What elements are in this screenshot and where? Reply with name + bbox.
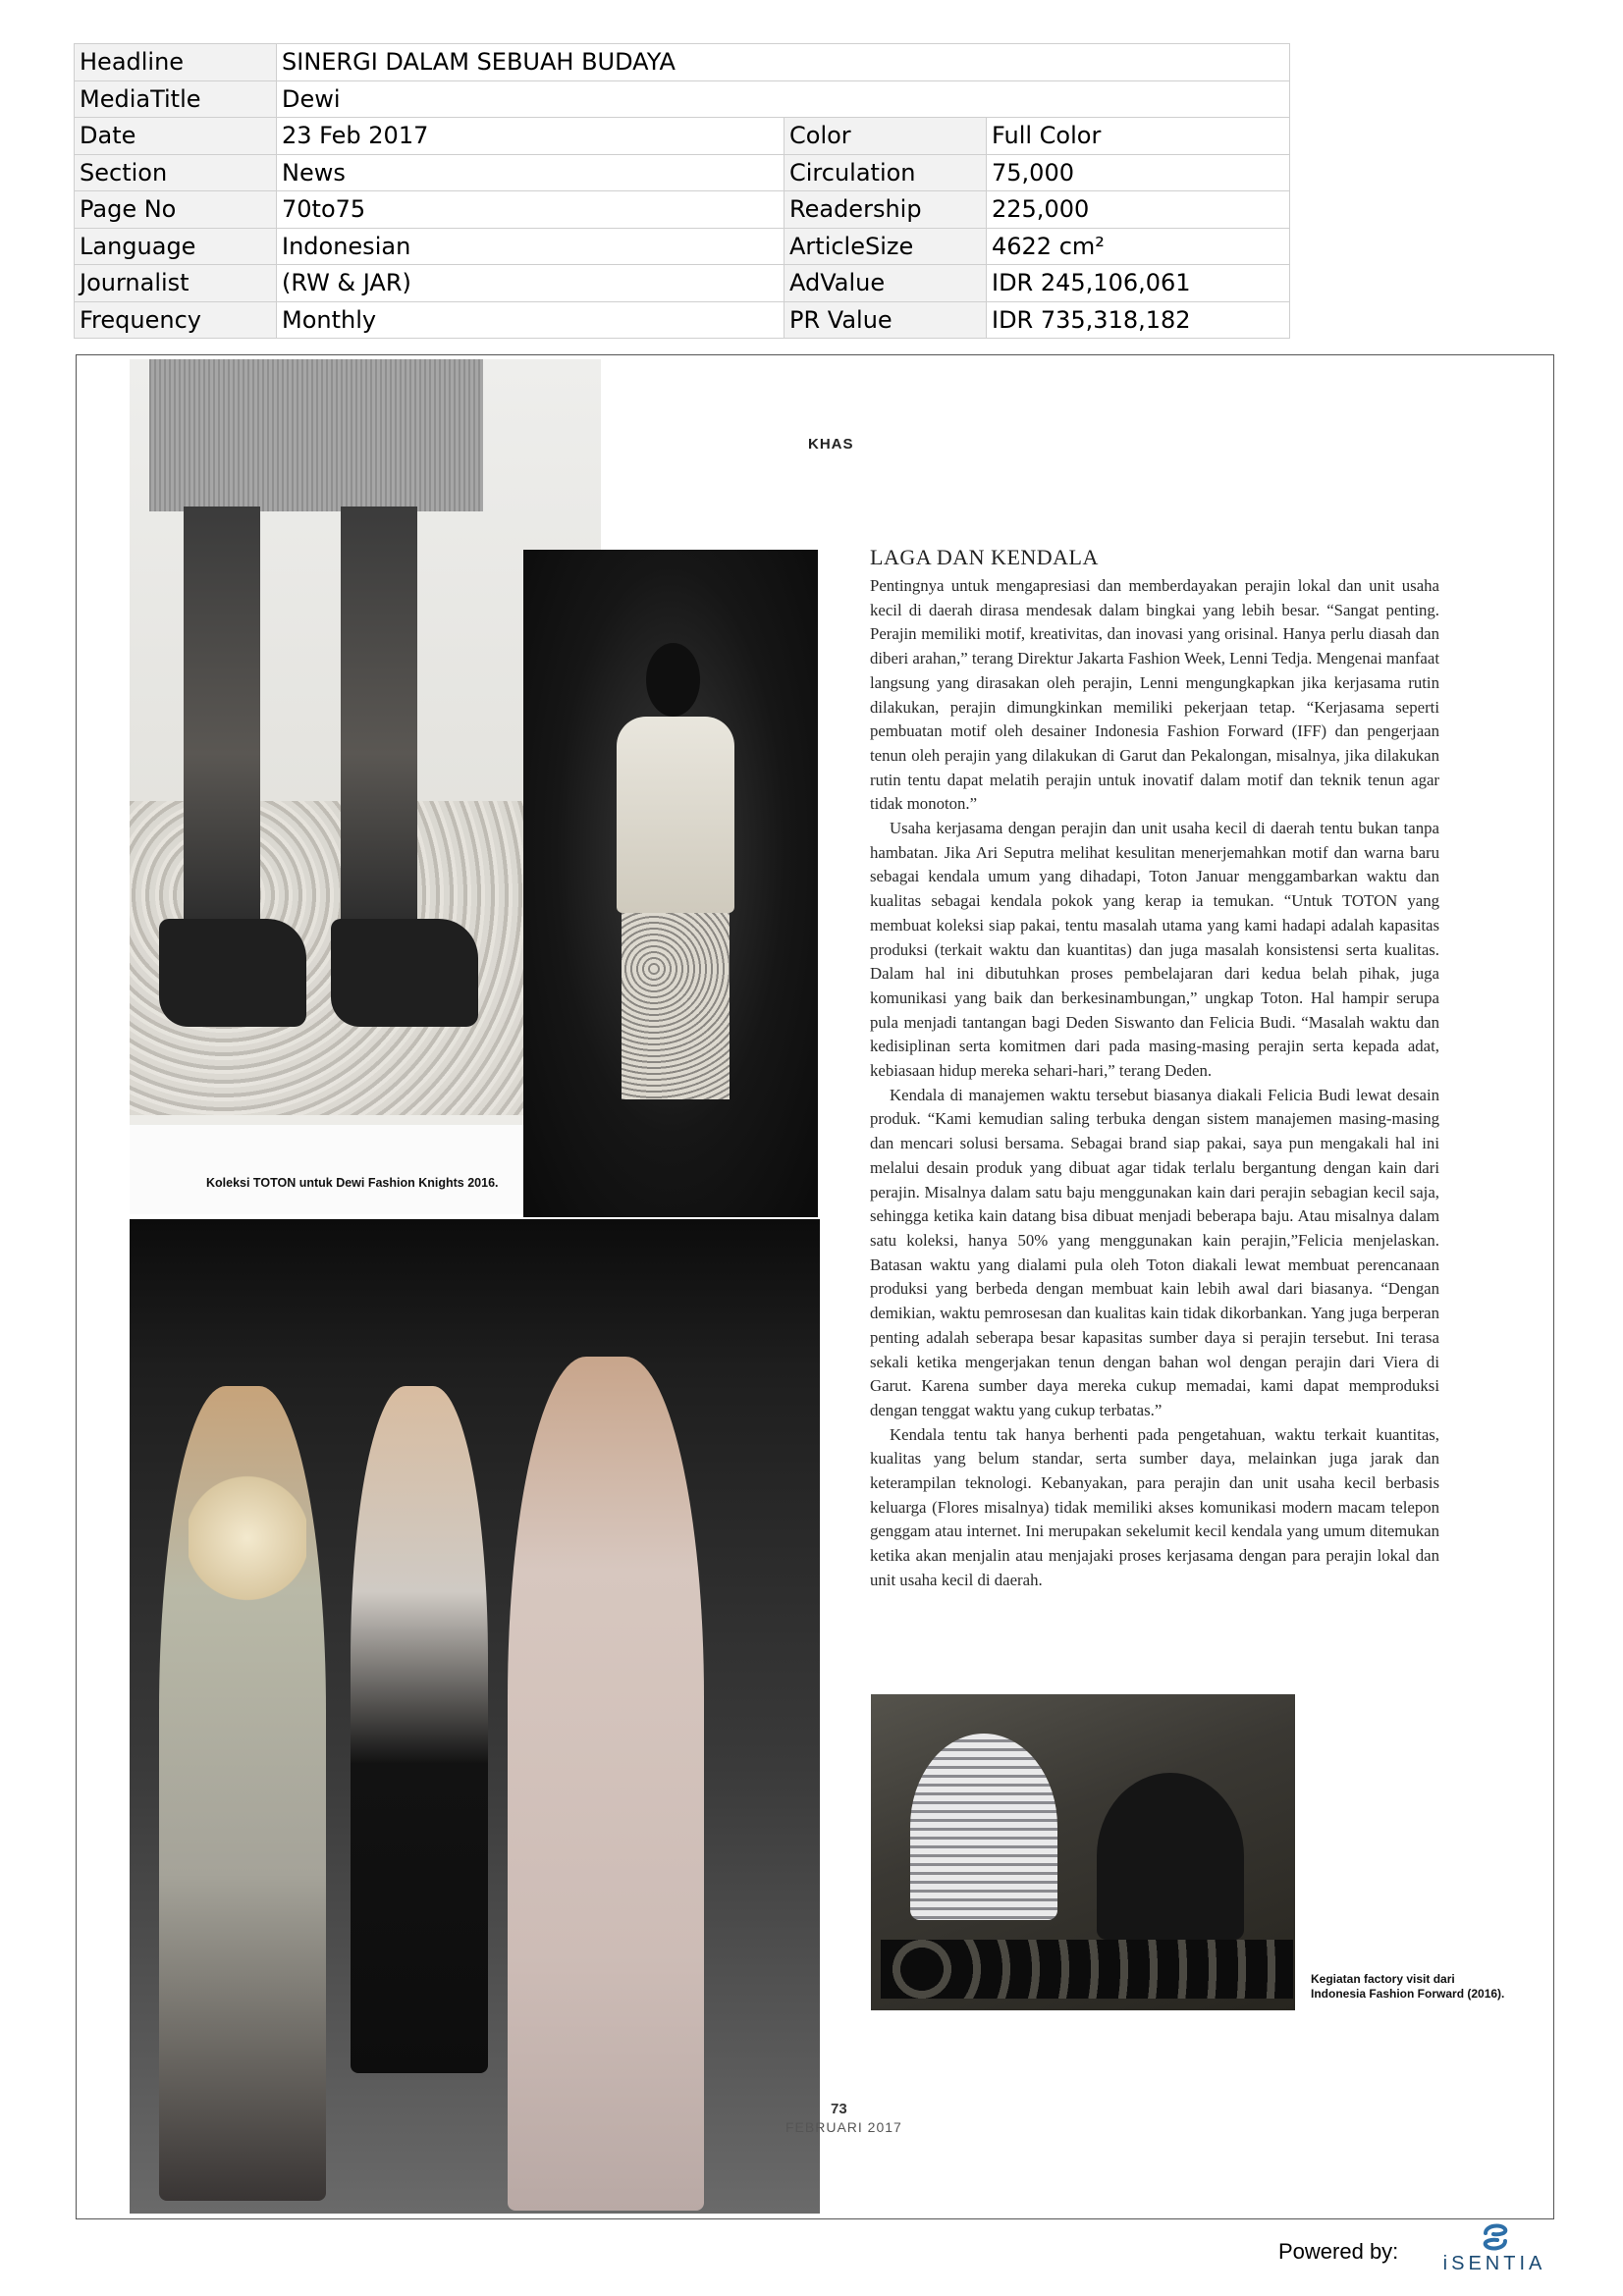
meta-label: MediaTitle: [75, 80, 277, 118]
meta-label: Page No: [75, 191, 277, 229]
article-paragraph: Usaha kerjasama dengan perajin dan unit usaha kecil di daerah tentu bukan tanpa hambatan. Jika Ari Seputra melihat kesulitan menerjemahkan motif dan warna baru sebagai kendala umum yang dihadapi, Toton Januar menggambarkan waktu dan kualitas sebagai kendala pokok yang kerap ia temukan. “Untuk TOTON yang membuat koleksi siap pakai, tentu masalah utama yang kami hadapi adalah kapasitas produksi (terkait waktu dan kuantitas) dan juga masalah konsistensi serta kualitas. Dalam hal ini dibutuhkan proses pembelajaran dari kedua belah pihak, juga komunikasi yang baik dan berkesinambungan,” ungkap Toton. Hal hampir serupa pula menjadi tantangan bagi Deden Siswanto dan Felicia Budi. “Masalah waktu dan kedisiplinan serta komitmen dari pada masing-masing perajin serta kepada adat, kebiasaan hidup mereka sehari-hari,” terang Deden.: [870, 819, 1439, 1081]
isentia-logo: [1435, 2221, 1553, 2280]
isentia-swirl-icon: [1478, 2221, 1513, 2253]
meta-value: Dewi: [277, 80, 1290, 118]
photo-shoe: [159, 919, 306, 1027]
meta-row-journalist: [75, 265, 1290, 302]
meta-value: 225,000: [987, 191, 1290, 229]
meta-value: IDR 245,106,061: [987, 265, 1290, 302]
powered-by-label: Powered by:: [1278, 2239, 1399, 2264]
meta-row-page-no: [75, 191, 1290, 229]
meta-value: IDR 735,318,182: [987, 301, 1290, 339]
photo-head: [646, 643, 700, 717]
photo-model-back: [523, 550, 818, 1217]
meta-row-mediatitle: [75, 80, 1290, 118]
meta-value: 4622 cm²: [987, 228, 1290, 265]
meta-row-language: [75, 228, 1290, 265]
meta-label: Date: [75, 118, 277, 155]
photo-skirt: [149, 359, 483, 511]
photo-runway-models: [130, 1219, 820, 2214]
meta-row-frequency: [75, 301, 1290, 339]
photo-model: [351, 1386, 488, 2073]
article-paragraph: Kendala tentu tak hanya berhenti pada pengetahuan, waktu terkait kuantitas, kualitas yang belum standar, serta sumber daya, melainkan juga jarak dan keterampilan teknologi. Kebanyakan, para perajin dan unit usaha kecil berbasis keluarga (Flores misalnya) tidak memiliki akses komunikasi modern macam telepon genggam atau internet. Ini merupakan sekelumit kecil kendala yang umum ditemukan ketika akan menjalin atau menjajaki proses kerjasama dengan para perajin lokal dan unit usaha kecil di daerah.: [870, 1424, 1439, 1589]
meta-row-headline: [75, 44, 1290, 81]
photo-caption-left: Koleksi TOTON untuk Dewi Fashion Knights 2016.: [206, 1176, 499, 1190]
photo-shoe: [331, 919, 478, 1027]
article-paragraph: Kendala di manajemen waktu tersebut biasanya diakali Felicia Budi lewat desain produk. “Kami kemudian saling terbuka dengan sistem manajemen masing-masing dan mencari solusi bersama. Sebagai brand siap pakai, saya pun mengakali hal ini melalui desain produk yang dibuat agar tidak terlalu bergantung dengan kain dari perajin. Misalnya dalam satu baju menggunakan kain dari perajin sebagian kecil saja, sehingga ketika kain datang bisa dibuat menjadi beberapa baju. Atau misalnya dalam satu koleksi, hanya 50% yang menggunakan kain perajin,”Felicia menjelaskan. Batasan waktu yang dialami pula oleh Toton diakali lewat membuat perencanaan produksi yang berbeda dengan membuat kain lebih awal dari biasanya. “Dengan demikian, waktu pemrosesan dan kualitas kain tidak dikorbankan. Yang juga berperan penting adalah seberapa besar kapasitas sumber daya si perajin tersebut. Ini terasa sekali ketika mengerjakan tenun dengan bahan wol dengan perajin dari Viera di Garut. Karena sumber daya mereka cukup memadai, kami dapat memproduksi dengan tenggat waktu yang cukup terbatas.”: [870, 1085, 1439, 1419]
photo-model: [508, 1357, 704, 2211]
meta-value: News: [277, 154, 784, 191]
photo-caption-right: Kegiatan factory visit dari Indonesia Fashion Forward (2016).: [1311, 1972, 1505, 2001]
meta-row-section: [75, 154, 1290, 191]
meta-value: Full Color: [987, 118, 1290, 155]
photo-leg: [184, 507, 260, 919]
metadata-table: [74, 43, 1290, 339]
meta-row-date: [75, 118, 1290, 155]
meta-label: Color: [784, 118, 987, 155]
photo-flower-detail: [189, 1455, 306, 1622]
meta-label: Section: [75, 154, 277, 191]
meta-value: 75,000: [987, 154, 1290, 191]
article-paragraph: Pentingnya untuk mengapresiasi dan memberdayakan perajin lokal dan unit usaha kecil di daerah dirasa mendesak dalam bingkai yang lebih besar. “Sangat penting. Perajin memiliki motif, kreativitas, dan inovasi yang orisinal. Hanya perlu diasah dan diberi arahan,” terang Direktur Jakarta Fashion Week, Lenni Tedja. Mengenai manfaat langsung yang dirasakan oleh perajin, Lenni mengungkapkan jika kerjasama rutin dilakukan, perajin dimungkinkan memiliki pekerjaan tetap. “Kerjasama seperti pembuatan motif oleh desainer Indonesia Fashion Forward (IFF) dan pengerjaan tenun oleh perajin yang dilakukan di Garut dan Pekalongan, misalnya, jika dilakukan rutin tentu dapat melatih perajin untuk inovatif dalam motif dan teknik tenun agar tidak monoton.”: [870, 576, 1439, 814]
article-heading: LAGA DAN KENDALA: [870, 545, 1099, 569]
page-number: 73: [831, 2101, 847, 2117]
section-label: KHAS: [808, 436, 854, 453]
photo-leg: [341, 507, 417, 919]
meta-label: Readership: [784, 191, 987, 229]
issue-date: FEBRUARI 2017: [785, 2119, 902, 2135]
meta-label: Circulation: [784, 154, 987, 191]
meta-value: Monthly: [277, 301, 784, 339]
meta-label: AdValue: [784, 265, 987, 302]
photo-person: [910, 1734, 1057, 1920]
meta-label: ArticleSize: [784, 228, 987, 265]
meta-label: Language: [75, 228, 277, 265]
photo-person: [1097, 1773, 1244, 1940]
photo-lace-skirt: [622, 913, 730, 1099]
brand-name: iSENTIA: [1442, 2253, 1546, 2274]
photo-factory-visit: [871, 1694, 1295, 2010]
meta-value: 23 Feb 2017: [277, 118, 784, 155]
meta-label: Journalist: [75, 265, 277, 302]
meta-value: 70to75: [277, 191, 784, 229]
meta-value: (RW & JAR): [277, 265, 784, 302]
meta-value: Indonesian: [277, 228, 784, 265]
photo-coat: [617, 717, 734, 913]
meta-label: Headline: [75, 44, 277, 81]
meta-value: SINERGI DALAM SEBUAH BUDAYA: [277, 44, 1290, 81]
meta-label: PR Value: [784, 301, 987, 339]
clipping-page: [76, 354, 1554, 2219]
photo-dye-bowls: [881, 1940, 1293, 1999]
meta-label: Frequency: [75, 301, 277, 339]
article-body: [870, 574, 1439, 1593]
